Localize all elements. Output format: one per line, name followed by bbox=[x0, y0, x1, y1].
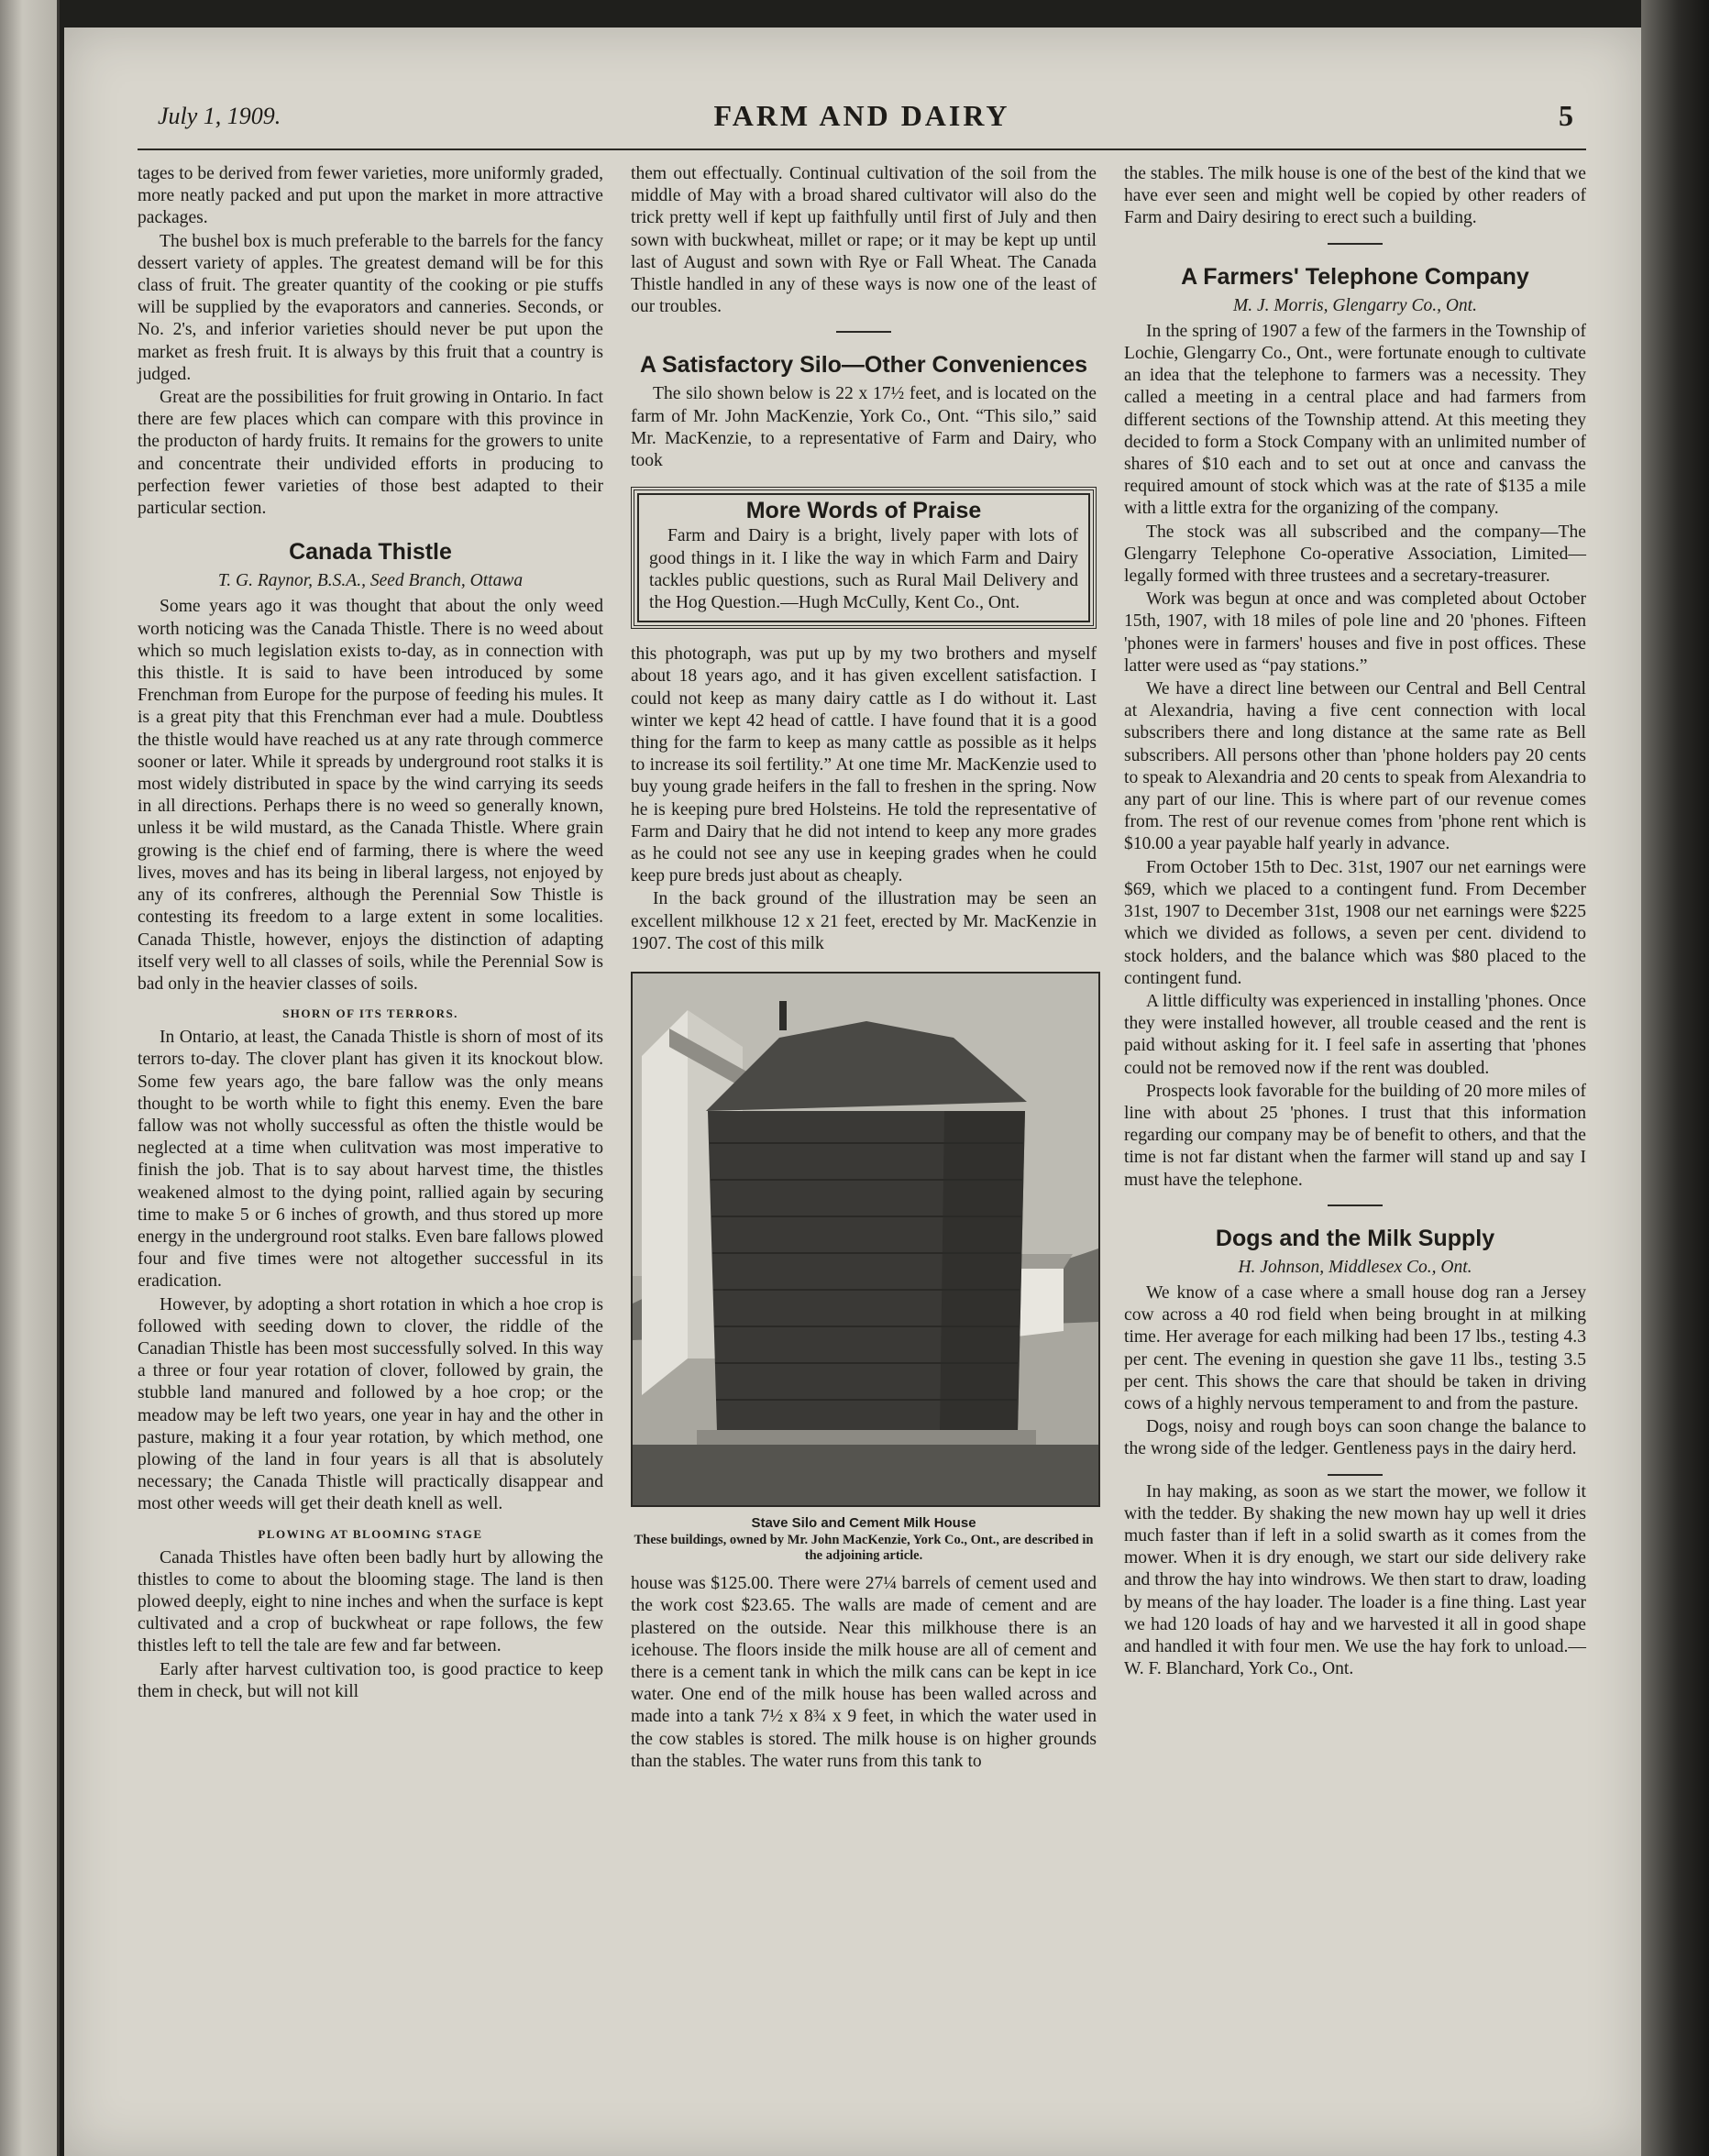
silo-photograph bbox=[631, 972, 1100, 1507]
photo-caption-text: These buildings, owned by Mr. John MacKenzie, York Co., Ont., are described in the adjoining article. bbox=[634, 1533, 1094, 1564]
praise-box bbox=[631, 487, 1097, 629]
paragraph: Prospects look favorable for the building of 20 more miles of line with about 25 'phones. I trust that this information regarding our company may be of benefit to others, and that the time is not far distant when the farmer will stand up and say I must have the telephone. bbox=[1124, 1081, 1586, 1190]
section-subhead: PLOWING AT BLOOMING STAGE bbox=[258, 1526, 483, 1541]
article-heading-canada-thistle: Canada Thistle bbox=[289, 539, 452, 566]
paragraph: The bushel box is much preferable to the barrels for the fancy dessert variety of apples. The greatest demand will be for this class of fruit. The greater quantity of the cooking or pie stuffs will be supplied by the evaporators and canneries. Seconds, or No. 2's, and inferior varieties should never be put upon the market as fresh fruit. It is always by this fruit that a country is judged. bbox=[138, 231, 603, 384]
silo-photo-illustration bbox=[633, 974, 1098, 1505]
praise-box-text: Farm and Dairy is a bright, lively paper with lots of good things in it. I like the way in which Farm and Dairy tackles public questions, such as Rural Mail Delivery and the Hog Question.—Hugh McCully, Kent Co., Ont. bbox=[649, 526, 1078, 613]
column-1 bbox=[138, 163, 603, 1704]
paragraph: However, by adopting a short rotation in which a hoe crop is followed with seeding down to clover, the riddle of the Canadian Thistle has been most successfully solved. In this way a three or four year rotation of clover, followed by grain, the stubble land manured and followed by a hoe crop; or the meadow may be left two years, one year in hay and the other in pasture, making it a four year rotation, by which method, one plowing of the land in four years is all that is absolutely necessary; the Canada Thistle will practically disappear and most other weeds will get their death knell as well. bbox=[138, 1294, 603, 1514]
column-2 bbox=[631, 163, 1097, 1774]
divider-rule bbox=[1328, 1474, 1383, 1476]
column-3 bbox=[1124, 163, 1586, 1681]
paragraph: We have a direct line between our Central and Bell Central at Alexandria, having a five cent connection with local subscribers there and long distance at the same rate as Bell subscribers. All persons other than 'phone holders pay 20 cents to speak to Alexandria and 20 cents to speak from Alexandria to any part of our line. This is where part of our revenue comes from. The rest of our revenue comes from 'phone rent which is $10.00 a year payable half yearly in advance. bbox=[1124, 679, 1586, 854]
paragraph: The silo shown below is 22 x 17½ feet, and is located on the farm of Mr. John MacKenzie, York Co., Ont. “This silo,” said Mr. MacKenzie, to a representative of Farm and Dairy, who took bbox=[631, 384, 1097, 471]
paragraph: house was $125.00. There were 27¼ barrels of cement used and the work cost $23.65. The walls are made of cement and are plastered on the outside. Near this milkhouse there is an icehouse. The floors inside the milk house are all of cement and there is a cement tank in which the milk cans can be kept in ice water. One end of the milk house has been walled across and made into a tank 7½ x 8¾ x 9 feet, in which the water used in the cow stables is stored. The milk house is on higher grounds than the stables. The water runs from this tank to bbox=[631, 1574, 1097, 1771]
paragraph: Canada Thistles have often been badly hurt by allowing the thistles to come to about the blooming stage. The land is then plowed deeply, eight to nine inches and when the surface is kept cultivated and a crop of buckwheat or rape follows, the few thistles left to tell the tale are few and far between. bbox=[138, 1547, 603, 1656]
article-heading-dogs-milk-supply: Dogs and the Milk Supply bbox=[1215, 1225, 1495, 1251]
paragraph: The stock was all subscribed and the company—The Glengarry Telephone Co-operative Association, Limited—legally formed with three trustees and a secretary-treasurer. bbox=[1124, 522, 1586, 587]
paragraph: A little difficulty was experienced in installing 'phones. Once they were installed however, all trouble ceased and the rent is paid without asking for it. I feel safe in asserting that 'phones could not be removed now if the rent was doubled. bbox=[1124, 991, 1586, 1078]
paragraph: In hay making, as soon as we start the mower, we follow it with the tedder. By shaking the new mown hay up well it dries much faster than if left in a solid swarth as it comes from the mower. When it is dry enough, we start our side delivery rake and throw the hay into windrows. We then start to draw, loading by means of the hay loader. The loader is a fine thing. Last year we had 120 loads of hay and we harvested it all in good shape and handled it with four men. We use the hay fork to unload.—W. F. Blanchard, York Co., Ont. bbox=[1124, 1481, 1586, 1679]
paragraph: this photograph, was put up by my two brothers and myself about 18 years ago, and it has given excellent satisfaction. I could not keep as many dairy cattle as I do without it. Last winter we kept 42 head of cattle. I have found that it is a good thing for the farm to keep as many cattle as possible as it helps to increase its soil fertility.” At one time Mr. MacKenzie used to buy young grade heifers in the fall to freshen in the spring. Now he is keeping pure bred Holsteins. He told the representative of Farm and Dairy that he did not intend to keep any more grades as he could not see any use in keeping grades when he could keep pure breds just about as cheaply. bbox=[631, 644, 1097, 886]
masthead-title: FARM AND DAIRY bbox=[713, 99, 1010, 132]
paragraph: Great are the possibilities for fruit growing in Ontario. In fact there are few places which can compare with this province in the producton of hardy fruits. It remains for the growers to unite and concentrate their undivided efforts in producing to perfection fewer varieties of those best adapted to their particular section. bbox=[138, 388, 603, 519]
article-byline: T. G. Raynor, B.S.A., Seed Branch, Ottawa bbox=[217, 571, 524, 591]
article-byline: H. Johnson, Middlesex Co., Ont. bbox=[1238, 1257, 1472, 1277]
paragraph: Work was begun at once and was completed about October 15th, 1907, with 18 miles of pole line and 20 'phones. Fifteen 'phones were in farmers' houses and five in post offices. These latter were used as “pay stations.” bbox=[1124, 589, 1586, 676]
divider-rule bbox=[1328, 243, 1383, 245]
page-content bbox=[138, 72, 1586, 2125]
newspaper-page bbox=[64, 28, 1641, 2156]
paragraph: Early after harvest cultivation too, is good practice to keep them in check, but will not kill bbox=[138, 1659, 603, 1701]
paragraph: the stables. The milk house is one of the best of the kind that we have ever seen and might well be copied by other readers of Farm and Dairy desiring to erect such a building. bbox=[1124, 164, 1586, 228]
paragraph: In the back ground of the illustration may be seen an excellent milkhouse 12 x 21 feet, erected by Mr. MacKenzie in 1907. The cost of this milk bbox=[631, 889, 1097, 953]
paragraph: Dogs, noisy and rough boys can soon change the balance to the wrong side of the ledger. Gentleness pays in the dairy herd. bbox=[1124, 1417, 1586, 1459]
photo-caption-title: Stave Silo and Cement Milk House bbox=[751, 1515, 976, 1532]
paragraph: tages to be derived from fewer varieties, more uniformly graded, more neatly packed and put upon the market in more attractive packages. bbox=[138, 164, 603, 228]
paragraph: We know of a case where a small house dog ran a Jersey cow across a 40 rod field when being brought in at milking time. Her average for each milking had been 17 lbs., testing 4.3 per cent. The evening in question she gave 11 lbs., testing 3.5 per cent. This shows the care that should be taken in driving cows of a highly nervous temperament to and from the pasture. bbox=[1124, 1282, 1586, 1414]
divider-rule bbox=[836, 331, 891, 333]
paragraph: From October 15th to Dec. 31st, 1907 our net earnings were $69, which we placed to a contingent fund. From December 31st, 1907 to December 31st, 1908 our net earnings were $225 which we divided as follows, a seven per cent. dividend to stock holders, and the balance which was $80 placed to the contingent fund. bbox=[1124, 857, 1586, 988]
article-heading-satisfactory-silo: A Satisfactory Silo—Other Conveniences bbox=[639, 352, 1088, 379]
paragraph: them out effectually. Continual cultivation of the soil from the middle of May with a broad shared cultivator will also do the trick pretty well if kept up faithfully until first of July and then sown with buckwheat, millet or rape; or it may be kept up until last of August and sown with Rye or Fall Wheat. The Canada Thistle handled in any of these ways is now one of the least of our troubles. bbox=[631, 164, 1097, 317]
paragraph: Some years ago it was thought that about the only weed worth noticing was the Canada Thistle. There is no weed about which so much legislation exists to-day, as in connection with this thistle. It is said to have been introduced by some Frenchman from Europe for the purpose of feeding his mules. It is a great pity that this Frenchman ever had a mule. Doubtless the thistle would have reached us at any rate through commerce sooner or later. While it spreads by underground root stalks it is most widely distributed in space by the wind carrying its seeds in all directions. Perhaps there is no weed so generally known, unless it be wild mustard, as the Canada Thistle. Where grain growing is the chief end of farming, there is where the weed lives, moves and has its being in liberal largess, not enjoyed by any of its confreres, although the Perennial Sow Thistle is contesting its freedom to a large extent in some localities. Canada Thistle, however, enjoys the distinction of adapting itself very well to all classes of soils, while the Perennial Sow is bad only in the heavier classes of soils. bbox=[138, 597, 603, 994]
section-subhead: SHORN OF ITS TERRORS. bbox=[282, 1006, 458, 1021]
issue-date: July 1, 1909. bbox=[158, 103, 281, 129]
book-binding bbox=[1641, 0, 1709, 2156]
article-heading-telephone-company: A Farmers' Telephone Company bbox=[1181, 263, 1529, 290]
paragraph: In Ontario, at least, the Canada Thistle is shorn of most of its terrors to-day. The clover plant has given it its knockout blow. Some few years ago, the bare fallow was the only means thought to be worth while to fight this enemy. Even the bare fallow was not wholly successful as often the thistle would be neglected at a time when culitvation was most imperative to finish the job. That is to say about harvest time, the thistles weakened almost to the dying point, rallied again by securing time to make 5 or 6 inches of growth, and thus stored up more energy in the underground root stalks. Even bare fallows plowed four and five times were not altogether successful in its eradication. bbox=[138, 1028, 603, 1292]
praise-box-title: More Words of Praise bbox=[745, 498, 982, 524]
running-head bbox=[138, 97, 1586, 150]
page-number: 5 bbox=[1559, 99, 1573, 132]
paragraph: In the spring of 1907 a few of the farmers in the Township of Lochie, Glengarry Co., Ont., were fortunate enough to cultivate an idea that the telephone to farmers was a necessity. They called a meeting in a central place and had farmers from different sections of the Township attend. At this meeting they decided to form a Stock Company with an unlimited number of shares of $10 each and to set out at once and canvass the required amount of stock which was at the rate of $135 a mile with a little extra for the organizing of the company. bbox=[1124, 321, 1586, 519]
divider-rule bbox=[1328, 1204, 1383, 1206]
adjacent-page-edge bbox=[0, 0, 60, 2156]
article-byline: M. J. Morris, Glengarry Co., Ont. bbox=[1233, 295, 1477, 315]
